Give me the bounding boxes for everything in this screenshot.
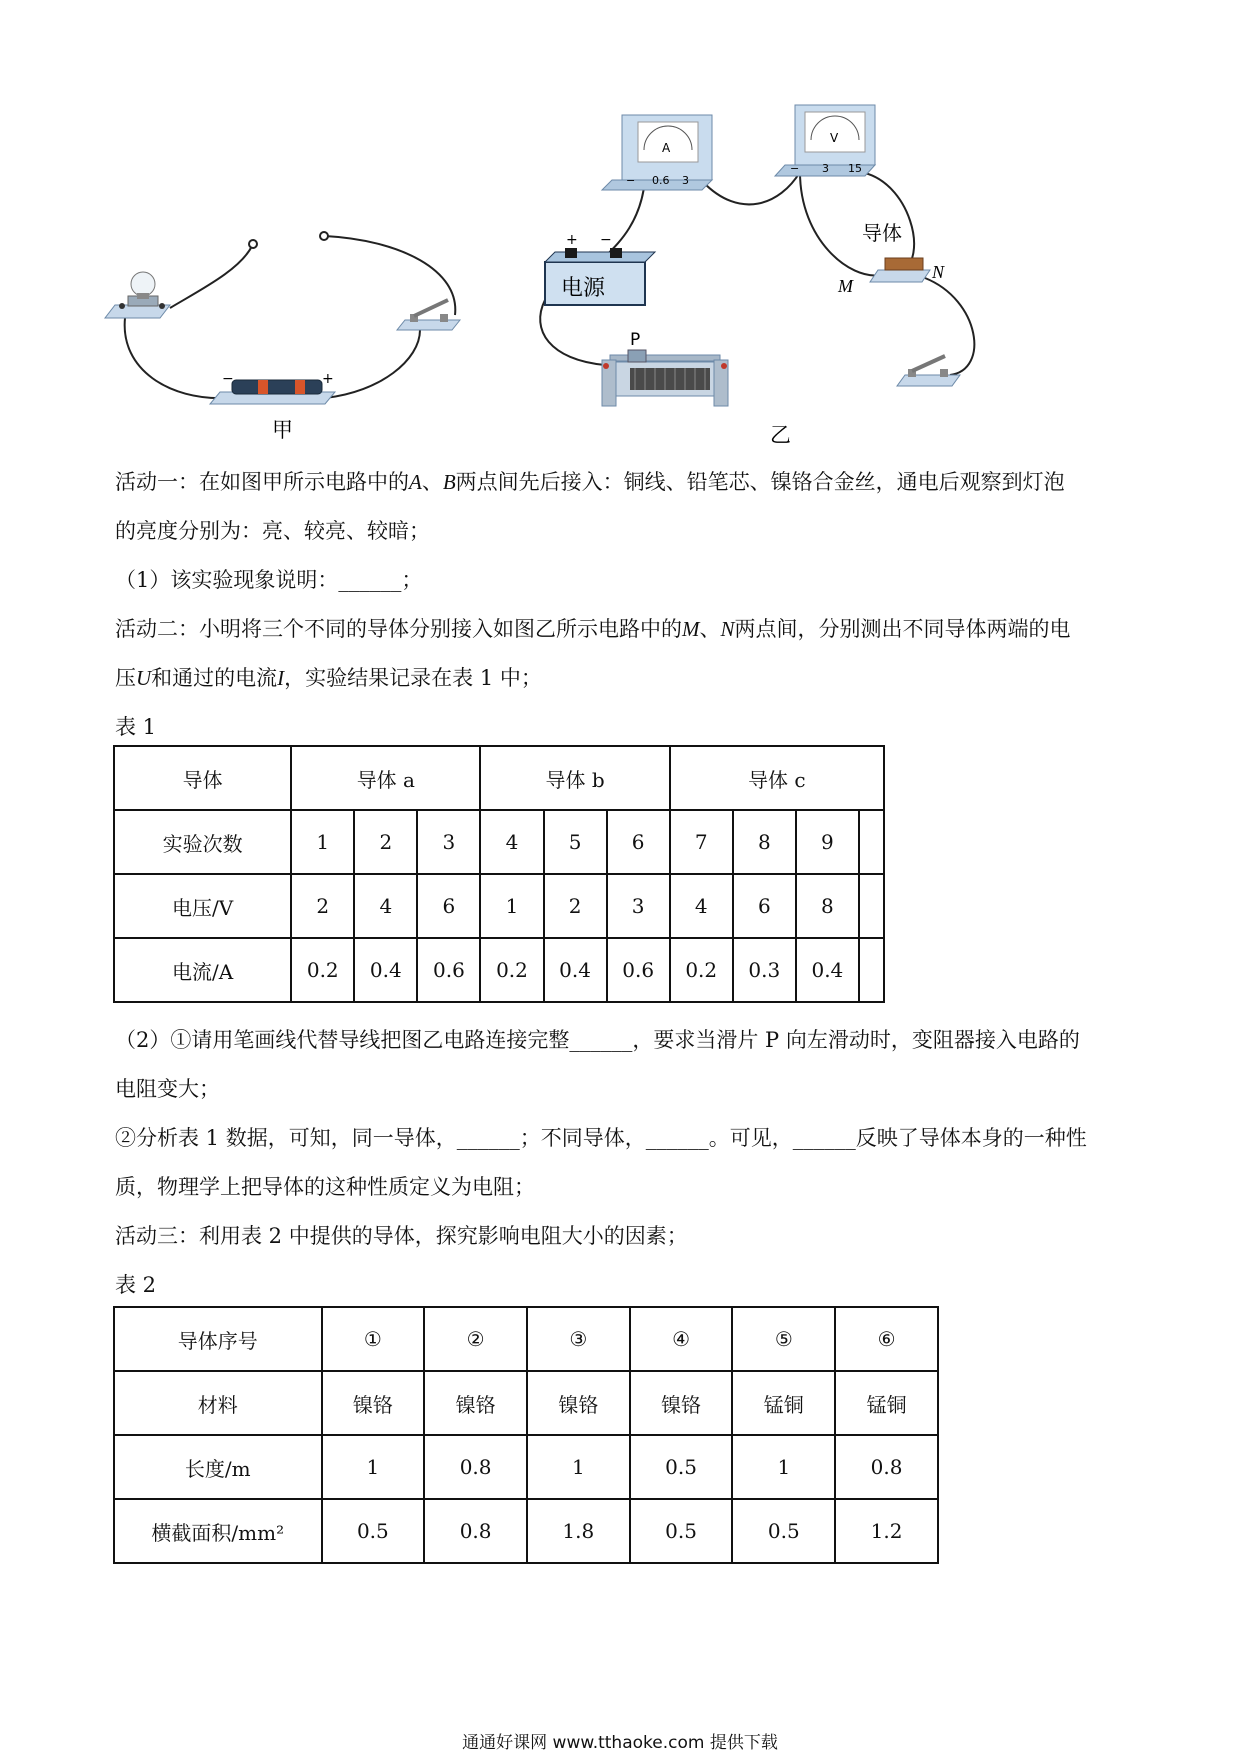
table-cell: 6 <box>607 810 670 874</box>
power-supply-label: 电源 <box>561 276 606 301</box>
table-cell: 0.8 <box>424 1499 527 1563</box>
table-cell: 4 <box>354 874 417 938</box>
slider-p-label: P <box>630 330 641 350</box>
table-cell <box>859 810 884 874</box>
terminal-b <box>320 232 328 240</box>
row-label: 材料 <box>114 1371 322 1435</box>
figure-label-jia: 甲 <box>272 418 293 442</box>
activity2-line1: 活动二：小明将三个不同的导体分别接入如图乙所示电路中的M、N两点间，分别测出不同导体两端的电 <box>115 617 1071 641</box>
table2-header-cell: 导体序号 <box>114 1307 322 1371</box>
conductor-icon <box>837 221 945 296</box>
table-cell: 镍铬 <box>322 1371 425 1435</box>
table-cell: 0.8 <box>835 1435 938 1499</box>
table1-header-row <box>114 746 884 810</box>
question-2-line2: 电阻变大； <box>115 1077 220 1101</box>
table-cell: 0.2 <box>480 938 543 1002</box>
lamp-icon <box>105 272 170 318</box>
table-cell: 2 <box>354 810 417 874</box>
table-1 <box>113 745 885 1003</box>
table2-caption: 表 2 <box>115 1273 157 1297</box>
activity2-line2: 压U和通过的电流I，实验结果记录在表 1 中； <box>115 666 542 690</box>
power-supply-icon <box>545 232 655 305</box>
rheostat-icon <box>602 330 728 406</box>
table2-header-cell: ① <box>322 1307 425 1371</box>
activity3-line1: 活动三：利用表 2 中提供的导体，探究影响电阻大小的因素； <box>115 1224 688 1248</box>
terminal-a <box>249 240 257 248</box>
table-cell: 0.8 <box>424 1435 527 1499</box>
ammeter-letter: A <box>662 141 671 155</box>
table-row <box>114 810 884 874</box>
table-cell: 0.5 <box>732 1499 835 1563</box>
table-cell: 1 <box>480 874 543 938</box>
table-cell: 3 <box>417 810 480 874</box>
table2-header-cell: ⑤ <box>732 1307 835 1371</box>
page-footer: 通通好课网 www.tthaoke.com 提供下载 <box>462 1733 778 1753</box>
battery-minus-label: − <box>222 371 234 387</box>
table-cell: 6 <box>733 874 796 938</box>
table-row <box>114 874 884 938</box>
row-label: 横截面积/mm² <box>114 1499 322 1563</box>
point-n-label: N <box>932 262 945 282</box>
voltmeter-terminal-neg: − <box>790 162 800 175</box>
figure-label-yi: 乙 <box>770 423 791 447</box>
table-cell: 0.2 <box>670 938 733 1002</box>
table-cell: 8 <box>796 874 859 938</box>
table1-header-cell: 导体 a <box>291 746 480 810</box>
voltmeter-icon <box>775 105 875 176</box>
conductor-label: 导体 <box>862 221 902 245</box>
table-cell: 4 <box>480 810 543 874</box>
table-cell: 1.8 <box>527 1499 630 1563</box>
table-cell: 锰铜 <box>835 1371 938 1435</box>
table-2 <box>113 1306 939 1564</box>
question-2-line3: ②分析表 1 数据，可知，同一导体，______；不同导体，______。可见，______反映了导体本身的一种性 <box>115 1126 1087 1150</box>
row-label: 长度/m <box>114 1435 322 1499</box>
table1-caption: 表 1 <box>115 715 157 739</box>
activity1-line2: 的亮度分别为：亮、较亮、较暗； <box>115 519 430 543</box>
table-cell: 镍铬 <box>527 1371 630 1435</box>
table-cell: 0.5 <box>630 1435 733 1499</box>
table-cell: 镍铬 <box>630 1371 733 1435</box>
row-label: 电压/V <box>114 874 291 938</box>
circuit-figure <box>0 90 1240 450</box>
table2-header-cell: ③ <box>527 1307 630 1371</box>
voltmeter-terminal-15: 15 <box>848 162 862 175</box>
activity1-line1: 活动一：在如图甲所示电路中的A、B两点间先后接入：铜线、铅笔芯、镍铬合金丝，通电后观察到灯泡 <box>115 470 1065 494</box>
table-cell: 0.6 <box>607 938 670 1002</box>
table-cell: 0.2 <box>291 938 354 1002</box>
table2-header-cell: ② <box>424 1307 527 1371</box>
table-cell: 0.4 <box>354 938 417 1002</box>
row-label: 电流/A <box>114 938 291 1002</box>
table-cell: 0.5 <box>322 1499 425 1563</box>
table-cell: 0.5 <box>630 1499 733 1563</box>
power-minus-label: − <box>600 232 612 248</box>
question-2-line1: （2）①请用笔画线代替导线把图乙电路连接完整______，要求当滑片 P 向左滑动时，变阻器接入电路的 <box>115 1028 1080 1052</box>
table-row <box>114 1371 938 1435</box>
switch-icon-2 <box>897 356 960 386</box>
voltmeter-letter: V <box>830 131 839 145</box>
ammeter-terminal-3: 3 <box>682 174 689 187</box>
table1-header-cell: 导体 <box>114 746 291 810</box>
table2-header-cell: ④ <box>630 1307 733 1371</box>
table-cell: 7 <box>670 810 733 874</box>
table-cell: 1 <box>322 1435 425 1499</box>
circuit-jia <box>105 232 460 442</box>
table2-header-cell: ⑥ <box>835 1307 938 1371</box>
table1-header-cell: 导体 b <box>480 746 669 810</box>
table-cell: 1.2 <box>835 1499 938 1563</box>
table-cell: 5 <box>544 810 607 874</box>
power-plus-label: + <box>566 232 578 248</box>
voltmeter-terminal-3: 3 <box>822 162 829 175</box>
table-cell: 锰铜 <box>732 1371 835 1435</box>
table-row <box>114 938 884 1002</box>
table-cell: 9 <box>796 810 859 874</box>
table-cell: 6 <box>417 874 480 938</box>
question-1: （1）该实验现象说明：______； <box>115 568 423 592</box>
table-cell <box>859 874 884 938</box>
battery-plus-label: + <box>322 371 334 387</box>
circuit-yi <box>540 105 974 447</box>
table-cell: 4 <box>670 874 733 938</box>
table1-header-cell: 导体 c <box>670 746 884 810</box>
point-m-label: M <box>838 276 853 296</box>
table-cell: 0.3 <box>733 938 796 1002</box>
table-cell: 0.6 <box>417 938 480 1002</box>
table-cell: 3 <box>607 874 670 938</box>
row-label: 实验次数 <box>114 810 291 874</box>
table-cell: 1 <box>527 1435 630 1499</box>
table-cell: 2 <box>291 874 354 938</box>
table-cell: 0.4 <box>796 938 859 1002</box>
battery-icon <box>210 371 335 404</box>
table-row <box>114 1499 938 1563</box>
table-cell: 镍铬 <box>424 1371 527 1435</box>
table2-header-row <box>114 1307 938 1371</box>
table-cell: 0.4 <box>544 938 607 1002</box>
table-cell <box>859 938 884 1002</box>
table-row <box>114 1435 938 1499</box>
question-2-line4: 质，物理学上把导体的这种性质定义为电阻； <box>115 1175 535 1199</box>
switch-icon <box>397 300 460 330</box>
table-cell: 1 <box>732 1435 835 1499</box>
table-cell: 1 <box>291 810 354 874</box>
ammeter-terminal-neg: − <box>626 174 636 187</box>
table-cell: 8 <box>733 810 796 874</box>
ammeter-icon <box>602 115 712 190</box>
ammeter-terminal-06: 0.6 <box>652 174 670 187</box>
table-cell: 2 <box>544 874 607 938</box>
